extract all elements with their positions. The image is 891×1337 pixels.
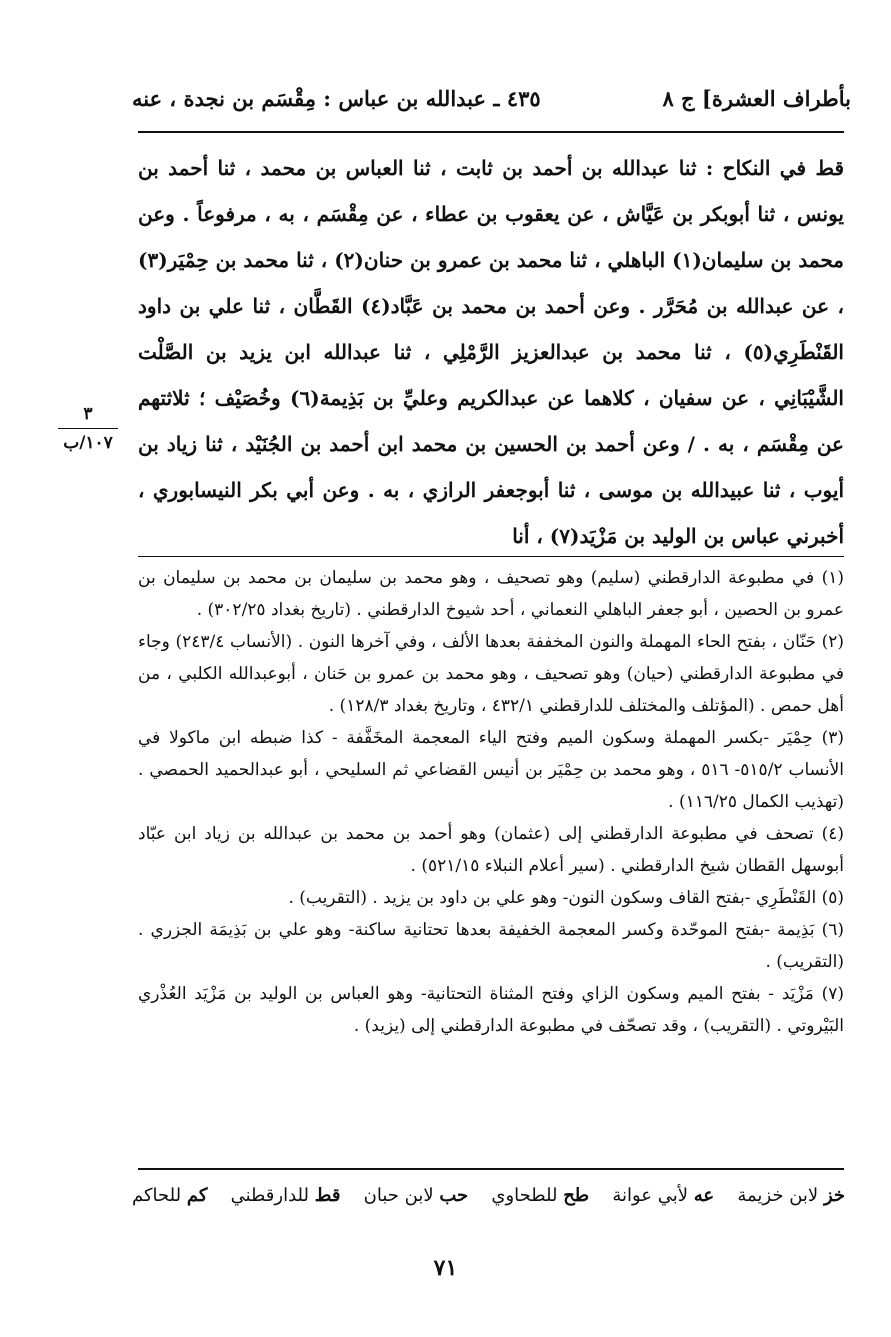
margin-number: ٣: [83, 404, 93, 424]
abbr-item: [491, 1185, 589, 1217]
bottom-rule: [138, 1168, 844, 1170]
abbr-name: للطحاوي: [491, 1185, 558, 1206]
footnote-3: (٣) حِمْيَر -بكسر المهملة وسكون الميم وفتح الياء المعجمة المخَفَّفة - كذا ضبطه ابن ماكولا في الأنساب ٥١٥/٢- ٥١٦ ، وهو محمد بن حِمْيَر بن أنيس القضاعي ثم السليحي ، أبو عبدالحميد الحمصي . (تهذيب الكمال ١١٦/٢٥) .: [138, 728, 844, 812]
footnote-1: (١) في مطبوعة الدارقطني (سليم) وهو تصحيف ، وهو محمد بن سليمان بن محمد بن سليمان بن عمرو بن الحصين ، أبو جعفر الباهلي النعماني ، أحد شيوخ الدارقطني . (تاريخ بغداد ٣٠٢/٢٥) .: [138, 568, 844, 620]
footnotes: [138, 562, 844, 1042]
running-header: [132, 86, 851, 126]
footnote-4: (٤) تصحف في مطبوعة الدارقطني إلى (عثمان) وهو أحمد بن محمد بن عبدالله بن زياد ابن عبّاد أبوسهل القطان شيخ الدارقطني . (سير أعلام النبلاء ٥٢١/١٥) .: [138, 824, 844, 876]
abbr-name: لأبي عوانة: [612, 1185, 689, 1206]
page-number: ٧١: [433, 1255, 458, 1281]
abbreviation-key: [132, 1185, 845, 1217]
header-volume: بأطراف العشرة] ج ٨: [662, 86, 851, 111]
footnote-7: (٧) مَزْيَد - بفتح الميم وسكون الزاي وفتح المثناة التحتانية- وهو العباس بن الوليد بن مَزْيَد العُذْري البَيْروتي . (التقريب) ، وقد تصحّف في مطبوعة الدارقطني إلى (يزيد) .: [138, 984, 844, 1036]
header-chapter: ٤٣٥ ـ عبدالله بن عباس : مِقْسَم بن نجدة ، عنه: [132, 86, 541, 111]
abbr-code: حب: [439, 1185, 469, 1206]
abbr-item: [737, 1185, 845, 1217]
abbr-code: عه: [693, 1185, 715, 1206]
footnote-6: (٦) بَذِيمة -بفتح الموحّدة وكسر المعجمة الخفيفة بعدها تحتانية ساكنة- وهو علي بن بَذِيمَة الجزري . (التقريب) .: [138, 920, 844, 972]
source-code-qt: قط: [815, 156, 844, 180]
abbr-code: خز: [823, 1185, 845, 1206]
footnote-5: (٥) القَنْطَرِي -بفتح القاف وسكون النون- وهو علي بن داود بن يزيد . (التقريب) .: [288, 888, 844, 908]
margin-divider: [58, 428, 118, 429]
abbr-name: لابن خزيمة: [737, 1185, 819, 1206]
abbr-code: طح: [563, 1185, 590, 1206]
main-text: [138, 145, 844, 559]
margin-note: [52, 402, 124, 455]
abbr-item: [364, 1185, 469, 1217]
abbr-name: للدارقطني: [230, 1185, 309, 1206]
margin-folio: ١٠٧/ب: [63, 433, 113, 453]
abbr-item: [612, 1185, 714, 1217]
abbr-code: قط: [314, 1185, 341, 1206]
header-rule: [138, 131, 844, 133]
abbr-code: كم: [186, 1185, 208, 1206]
footnote-2: (٢) حَنّان ، بفتح الحاء المهملة والنون المخففة بعدها الألف ، وفي آخرها النون . (الأنساب ٢٤٣/٤) وجاء في مطبوعة الدارقطني (حيان) وهو تصحيف ، وهو محمد بن عمرو بن حَنان ، أبوعبدالله الكلبي ، من أهل حمص . (المؤتلف والمختلف للدارقطني ٤٣٢/١ ، وتاريخ بغداد ١٢٨/٣) .: [138, 632, 844, 716]
abbr-name: لابن حبان: [363, 1185, 434, 1206]
main-text-body: في النكاح : ثنا عبدالله بن أحمد بن ثابت ، ثنا العباس بن محمد ، ثنا أحمد بن يونس ، ثنا أبوبكر بن عَيَّاش ، عن يعقوب بن عطاء ، عن مِقْسَم ، به ، مرفوعاً . وعن محمد بن سليمان(١) الباهلي ، ثنا محمد بن عمرو بن حنان(٢) ، ثنا محمد بن حِمْيَر(٣) ، عن عبدالله بن مُحَرَّر . وعن أحمد بن محمد بن عَبَّاد(٤) القَطَّان ، ثنا علي بن داود القَنْطَرِي(٥) ، ثنا محمد بن عبدالعزيز الرَّمْلِي ، ثنا عبدالله ابن يزيد بن الصَّلْت الشَّيْبَانِي ، عن سفيان ، كلاهما عن عبدالكريم وعليِّ بن بَذِيمة(٦) وخُصَيْف ؛ ثلاثتهم عن مِقْسَم ، به . / وعن أحمد بن الحسين بن محمد ابن أحمد بن الجُنَيْد ، ثنا زياد بن أيوب ، ثنا عبيدالله بن موسى ، ثنا أبوجعفر الرازي ، به . وعن أبي بكر النيسابوري ، أخبرني عباس بن الوليد بن مَزْيَد(٧) ، أنا: [138, 156, 844, 548]
abbr-item: [231, 1185, 341, 1217]
abbr-item: [132, 1185, 207, 1217]
abbr-name: للحاكم: [132, 1185, 182, 1206]
footnote-rule: [138, 556, 844, 557]
